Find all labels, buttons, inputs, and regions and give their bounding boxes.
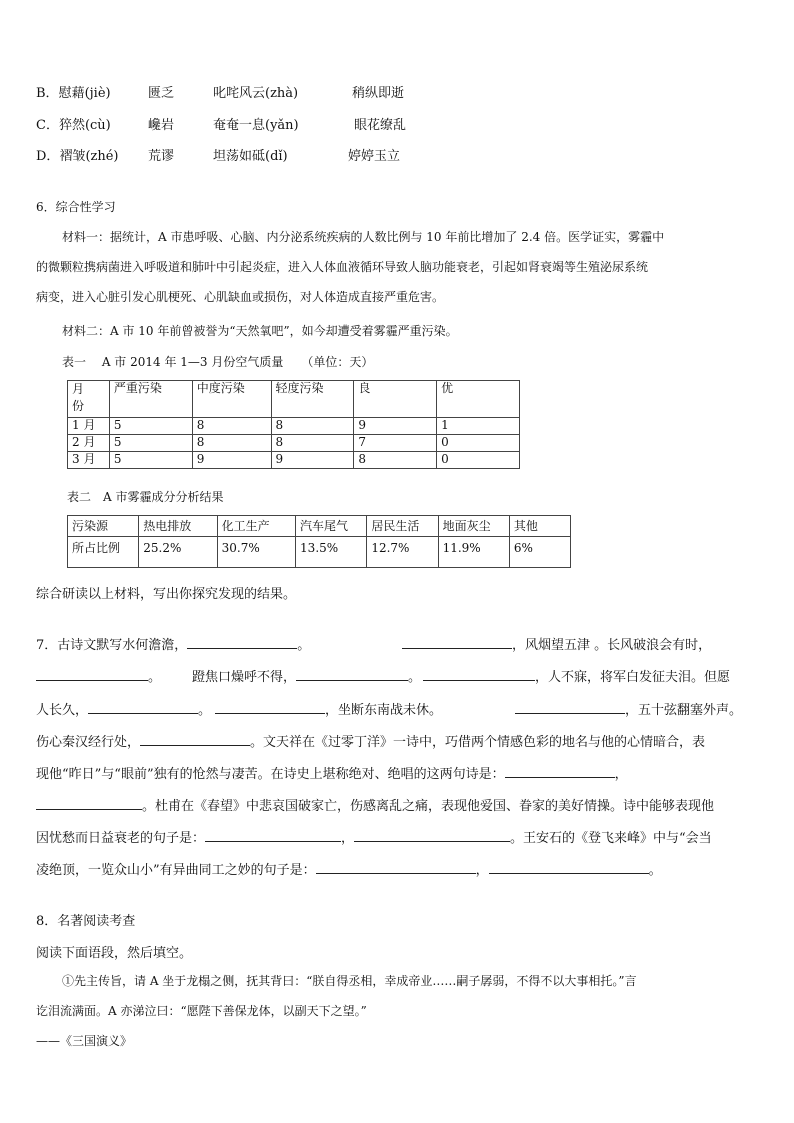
option-d: D．褶皱(zhé) 荒谬 坦荡如砥(dǐ) 婷婷玉立	[36, 149, 401, 164]
header-cell: 轻度污染	[271, 381, 354, 418]
answer-blank[interactable]	[36, 797, 142, 810]
answer-blank[interactable]	[402, 636, 512, 649]
q6-prompt: 综合研读以上材料，写出你探究发现的结果。	[36, 587, 297, 602]
header-cell: 良	[354, 381, 437, 418]
q7-line-7: 因忧愁而日益衰老的句子是： ， 。王安石的《登飞来峰》中与“会当	[36, 831, 712, 846]
table-row: 2 月 5 8 8 7 0	[68, 435, 520, 452]
header-cell: 中度污染	[192, 381, 271, 418]
q7-line-3: 人长久， 。 ，坐断东南战未休。	[36, 703, 443, 718]
answer-blank[interactable]	[505, 765, 615, 778]
answer-blank[interactable]	[296, 668, 408, 681]
answer-blank[interactable]	[88, 701, 198, 714]
q7-line-2b: 蹬焦口燥呼不得， 。 ，人不寐，将军白发征夫泪。但愿	[192, 670, 731, 685]
q8-source: ——《三国演义》	[36, 1034, 133, 1048]
table-header-row: 污染源 热电排放 化工生产 汽车尾气 居民生活 地面灰尘 其他	[68, 516, 571, 537]
answer-blank[interactable]	[423, 668, 535, 681]
answer-blank[interactable]	[489, 861, 649, 874]
q8-passage-line: ①先主传旨，请 A 坐于龙榻之侧，抚其背曰：“朕自得丞相，幸成帝业……嗣子孱弱，不得不以大事相托。”言	[62, 974, 637, 988]
option-b: B．慰藉(jiè) 匮乏 叱咤风云(zhà) 稍纵即逝	[36, 86, 405, 101]
table-header-row	[68, 381, 520, 418]
q7-line-2: 。	[36, 666, 161, 685]
table-row: 3 月 5 9 9 8 0	[68, 452, 520, 469]
q7-line-4: 伤心秦汉经行处， 。文天祥在《过零丁洋》一诗中，巧借两个情感色彩的地名与他的心情暗合，表	[36, 735, 706, 750]
q7-line-5: 现他“昨日”与“眼前”独有的怆然与凄苦。在诗史上堪称绝对、绝唱的这两句诗是： ，	[36, 767, 628, 782]
answer-blank[interactable]	[316, 861, 476, 874]
table2-caption: 表二 A 市雾霾成分分析结果	[67, 490, 224, 504]
q8-instruction: 阅读下面语段，然后填空。	[36, 946, 193, 961]
answer-blank[interactable]	[515, 701, 625, 714]
q7-line-3b: ，五十弦翻塞外声。	[515, 699, 742, 718]
q8-title: 8．名著阅读考查	[36, 914, 136, 929]
q7-line-1b: ，风烟望五津 。长风破浪会有时，	[402, 634, 711, 653]
answer-blank[interactable]	[354, 829, 510, 842]
smog-composition-table	[67, 515, 571, 568]
header-cell: 优	[437, 381, 520, 418]
header-cell: 严重污染	[109, 381, 192, 418]
q7-line-6: 。杜甫在《春望》中悲哀国破家亡，伤感离乱之痛，表现他爱国、眷家的美好情操。诗中能够表现他	[36, 795, 714, 814]
answer-blank[interactable]	[140, 733, 250, 746]
month-header: 月 份	[68, 381, 110, 418]
air-quality-table	[67, 380, 520, 469]
table-row: 1 月 5 8 8 9 1	[68, 418, 520, 435]
answer-blank[interactable]	[187, 636, 297, 649]
answer-blank[interactable]	[36, 668, 148, 681]
option-c: C．猝然(cù) 巉岩 奄奄一息(yǎn) 眼花缭乱	[36, 118, 407, 133]
q7-line-8: 凌绝顶，一览众山小”有异曲同工之妙的句子是： ， 。	[36, 863, 662, 878]
q6-title: 6．综合性学习	[36, 200, 116, 214]
q8-passage-line: 讫泪流满面。A 亦涕泣曰：“愿陛下善保龙体，以副天下之望。”	[36, 1004, 367, 1018]
q7-line-1: 7．古诗文默写水何澹澹， 。	[36, 638, 311, 653]
table-row: 所占比例 25.2% 30.7% 13.5% 12.7% 11.9% 6%	[68, 537, 571, 568]
answer-blank[interactable]	[215, 701, 325, 714]
table1-caption: 表一 A 市 2014 年 1—3 月份空气质量 （单位：天）	[62, 355, 374, 369]
answer-blank[interactable]	[205, 829, 341, 842]
q6-material2: 材料二：A 市 10 年前曾被誉为“天然氧吧”，如今却遭受着雾霾严重污染。	[62, 324, 458, 338]
